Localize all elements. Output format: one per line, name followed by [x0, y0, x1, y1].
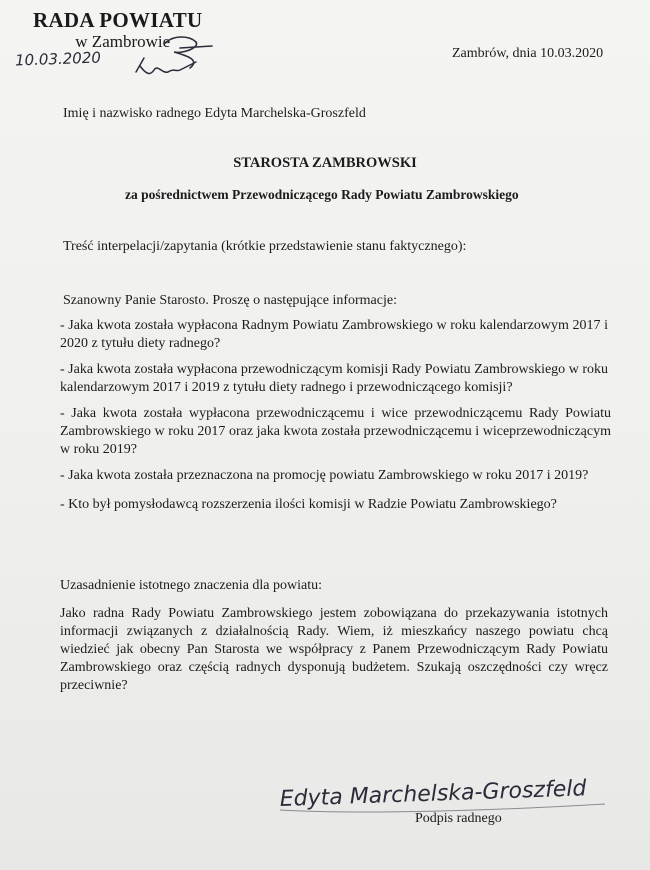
justification-text: Jako radna Rady Powiatu Zambrowskiego jestem zobowiązana do przekazywania istotnych informacji związanych z działalnością Rady. Wiem, iż mieszkańcy naszego powiatu chcą wiedzieć jak obecny Pan Starosta we współpracy z Panem Przewodniczącym Rady Powiatu Zambrowskiego oraz częścią radnych dysponują budżetem. Szukają oszczędności czy wręcz przeciwnie?: [60, 606, 608, 693]
question-5: - Kto był pomysłodawcą rozszerzenia ilości komisji w Radzie Powiatu Zambrowskiego?: [60, 497, 557, 512]
greeting: Szanowny Panie Starosto. Proszę o następujące informacje:: [63, 293, 397, 308]
question-4: - Jaka kwota została przeznaczona na promocję powiatu Zambrowskiego w roku 2017 i 2019?: [60, 468, 589, 483]
councillor-name-line: Imię i nazwisko radnego Edyta Marchelska-Groszfeld: [63, 106, 366, 121]
handwritten-date: 10.03.2020: [14, 48, 102, 70]
content-label: Treść interpelacji/zapytania (krótkie przedstawienie stanu faktycznego):: [63, 239, 467, 254]
signature-label: Podpis radnego: [415, 811, 502, 826]
stamp-location: w Zambrowie: [75, 32, 171, 51]
question-3: - Jaka kwota została wypłacona przewodniczącemu i wice przewodniczącemu Rady Powiatu Zambrowskiego w roku 2017 oraz jaka kwota została przewodniczącemu i wiceprzewodniczącym w roku 2019?: [60, 406, 611, 457]
handwritten-initials: [132, 54, 202, 82]
place-and-date: Zambrów, dnia 10.03.2020: [452, 46, 604, 61]
addressee-title: STAROSTA ZAMBROWSKI: [233, 155, 417, 171]
signature-handwriting: Edyta Marchelska-Groszfeld: [279, 776, 587, 812]
addressee-via: za pośrednictwem Przewodniczącego Rady Powiatu Zambrowskiego: [125, 187, 519, 202]
question-2: - Jaka kwota została wypłacona przewodniczącym komisji Rady Powiatu Zambrowskiego w roku kalendarzowym 2017 i 2019 z tytułu diety radnego i przewodniczącego komisji?: [60, 362, 608, 395]
question-1: - Jaka kwota została wypłacona Radnym Powiatu Zambrowskiego w roku kalendarzowym 2017 i 2020 z tytułu diety radnego?: [60, 318, 608, 351]
justification-label: Uzasadnienie istotnego znaczenia dla powiatu:: [60, 578, 323, 593]
stamp-title: RADA POWIATU: [33, 8, 203, 32]
